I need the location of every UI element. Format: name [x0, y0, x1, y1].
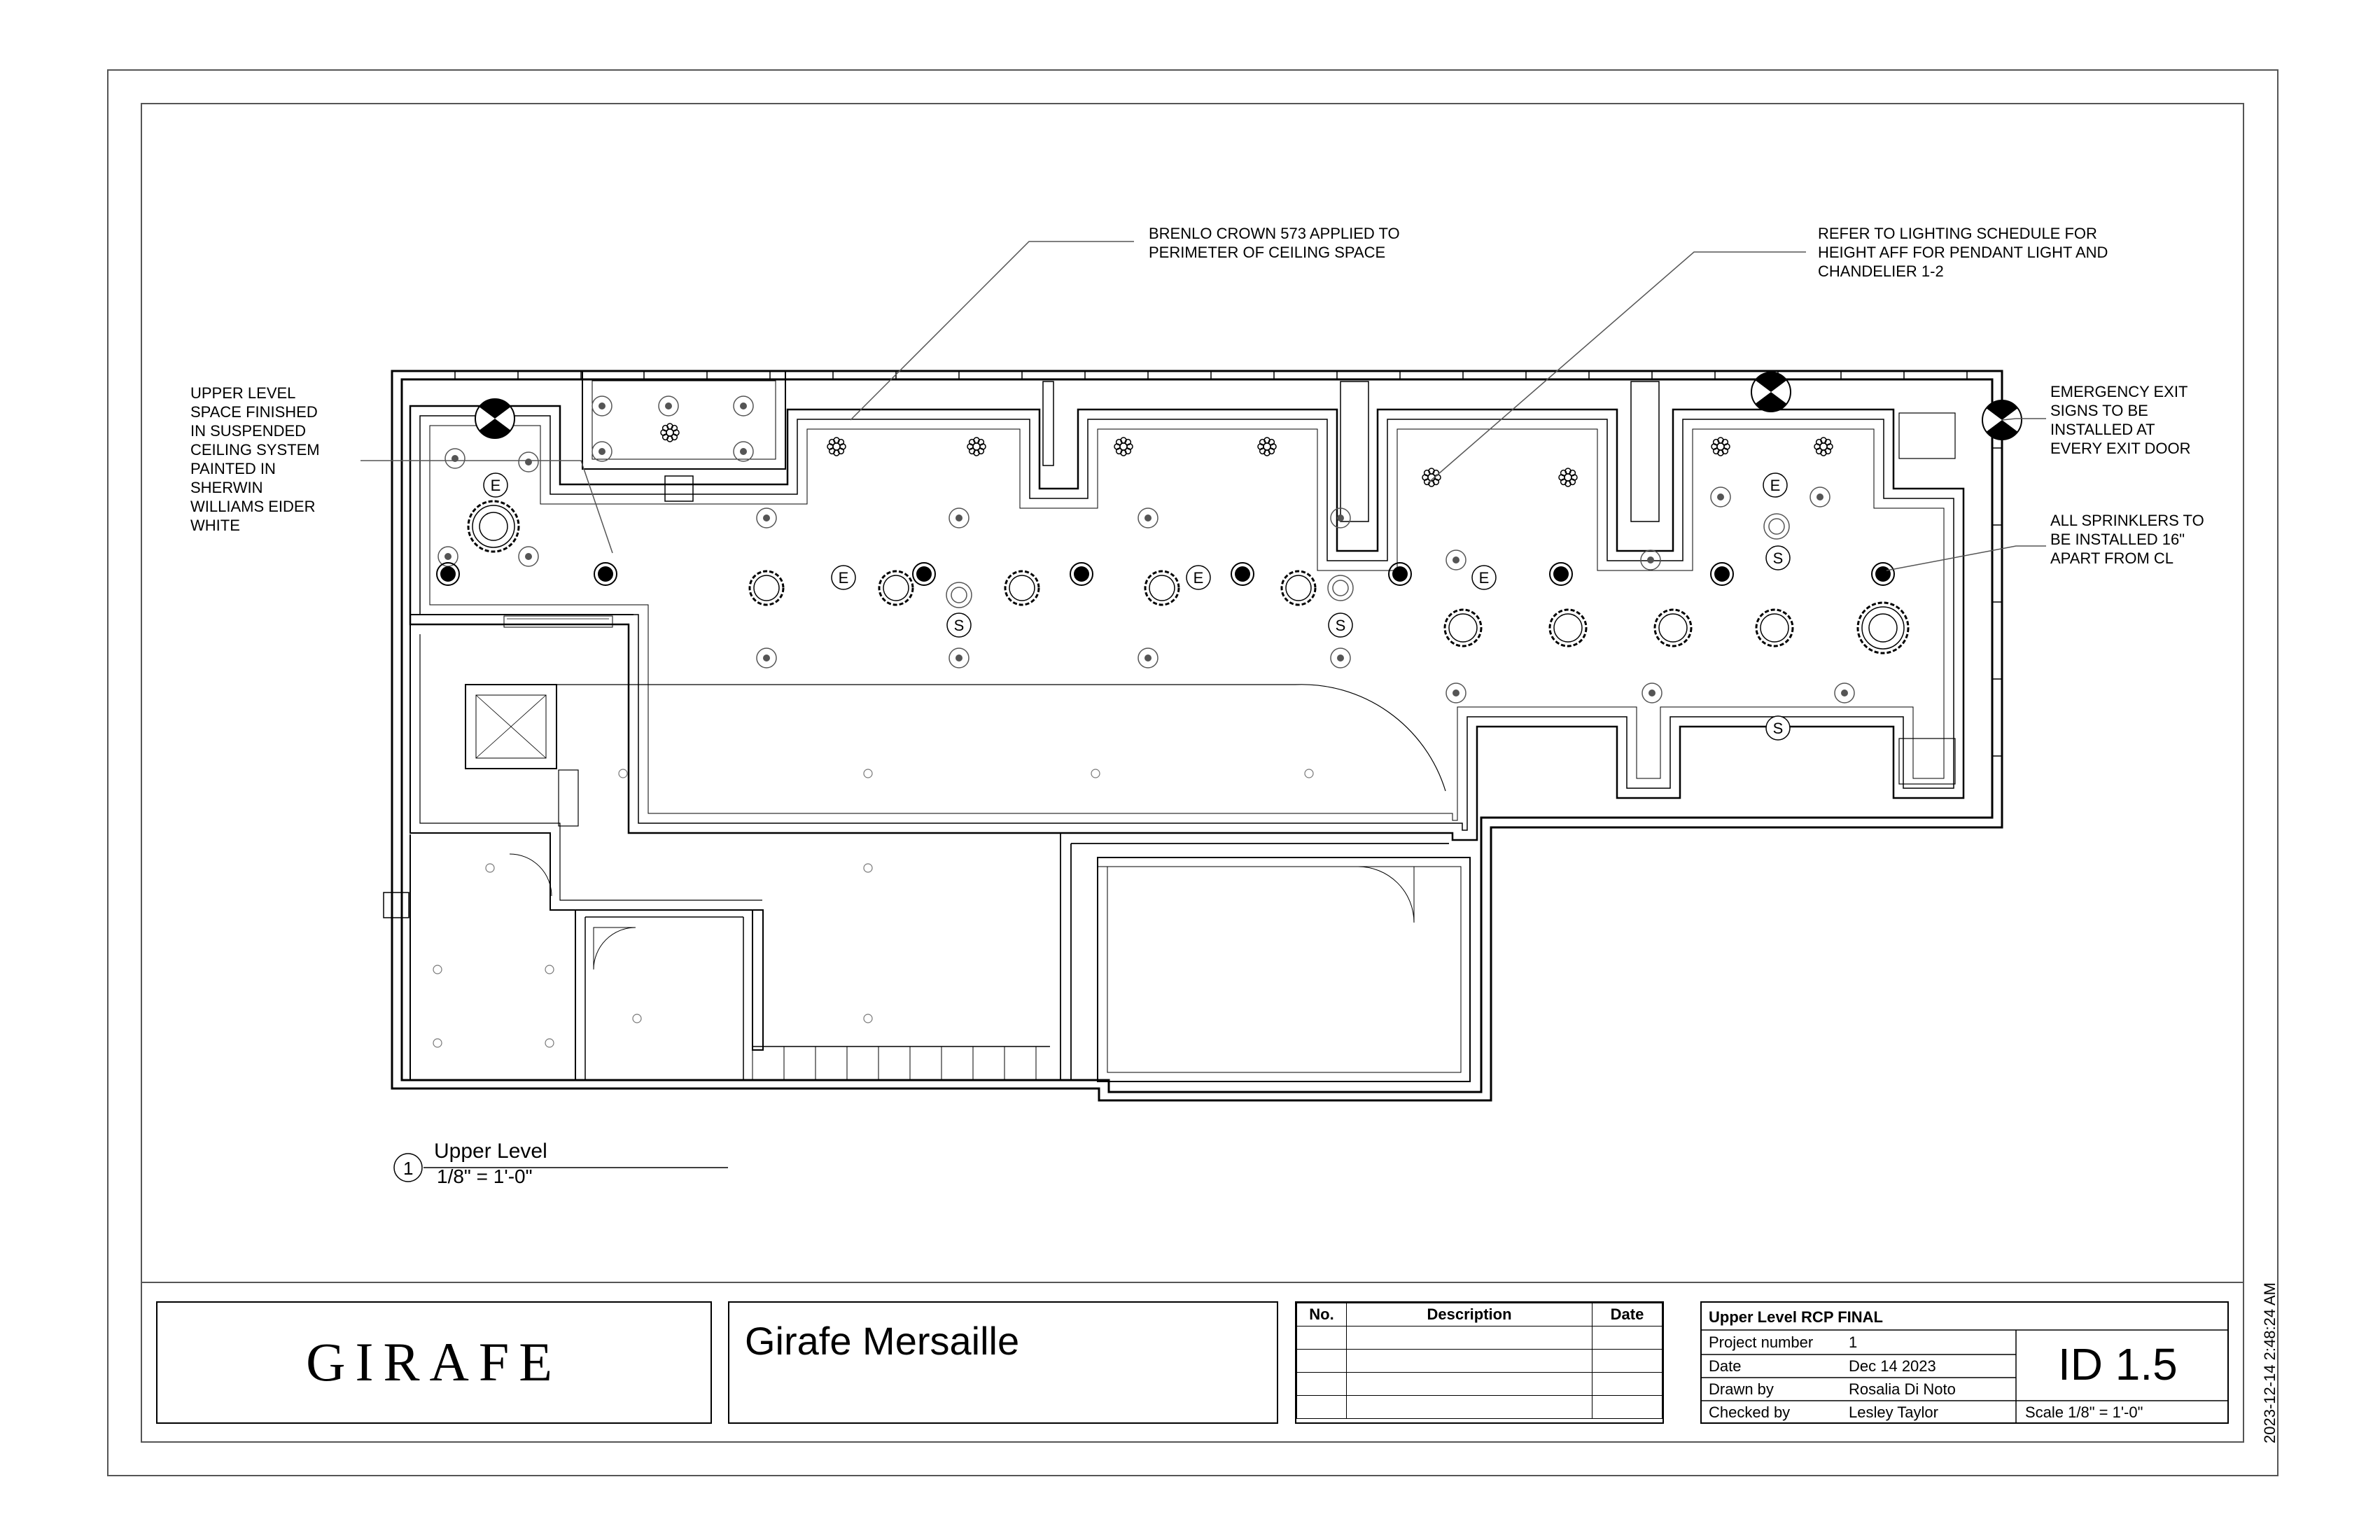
view-scale: 1/8" = 1'-0" — [437, 1166, 533, 1187]
chandelier-inner — [1449, 614, 1477, 642]
view-name: Upper Level — [434, 1140, 547, 1163]
chandelier — [1655, 610, 1691, 646]
symbol-marker-label: S — [953, 617, 965, 634]
flower-pendant — [666, 429, 673, 436]
flower-pendant — [1564, 474, 1572, 481]
ceiling-point — [545, 1039, 554, 1047]
chandelier-inner — [754, 575, 779, 601]
chandelier — [1282, 571, 1315, 605]
symbol-marker-label: E — [1770, 477, 1781, 494]
chandelier-inner — [883, 575, 909, 601]
chandelier — [1005, 571, 1039, 605]
chandelier-inner — [1554, 614, 1582, 642]
note-exit-signs: EMERGENCY EXIT SIGNS TO BE INSTALLED AT EVERY EXIT DOOR — [2050, 383, 2191, 457]
note-lighting-schedule: REFER TO LIGHTING SCHEDULE FOR HEIGHT AFF FOR PENDANT LIGHT AND CHANDELIER 1-2 — [1818, 225, 2108, 280]
chandelier — [1550, 610, 1586, 646]
sprinkler-head-inner — [951, 587, 967, 603]
chandelier-inner — [1862, 607, 1904, 649]
downlight-dot — [1841, 690, 1848, 696]
downlight-dot — [763, 654, 770, 662]
value-checked-by: Lesley Taylor — [1849, 1404, 1938, 1421]
flower-pendant — [833, 443, 840, 450]
rev-col-no: No. — [1297, 1303, 1347, 1326]
downlight-dot — [1647, 556, 1654, 564]
sprinkler-head — [946, 582, 972, 608]
downlight-dot — [598, 448, 606, 455]
ceiling-point — [545, 965, 554, 974]
flower-pendant — [1264, 443, 1270, 450]
downlight-dot — [763, 514, 770, 522]
project-name: Girafe Mersaille — [745, 1319, 1020, 1363]
chandelier — [1445, 610, 1481, 646]
ceiling-point — [433, 965, 442, 974]
flower-pendant — [1717, 443, 1724, 450]
ceiling-point — [433, 1039, 442, 1047]
value-project-number: 1 — [1849, 1334, 1858, 1351]
rev-col-description: Description — [1347, 1303, 1592, 1326]
downlight-dot — [740, 402, 747, 410]
chandelier-inner — [1286, 575, 1311, 601]
downlight-dot — [740, 448, 747, 455]
sheet-number: ID 1.5 — [2058, 1339, 2178, 1390]
note-upper-level-ceiling: UPPER LEVEL SPACE FINISHED IN SUSPENDED CEILING SYSTEM PAINTED IN SHERWIN WILLIAMS EIDER WHITE — [190, 384, 320, 534]
pendant-light-fill — [1235, 566, 1250, 582]
downlight-dot — [955, 514, 962, 522]
downlight-dot — [1717, 493, 1724, 500]
ceiling-point — [633, 1014, 641, 1023]
ceiling-point — [864, 769, 872, 778]
note-crown: BRENLO CROWN 573 APPLIED TO PERIMETER OF CEILING SPACE — [1149, 225, 1400, 261]
sprinkler-head — [1764, 514, 1789, 539]
flower-pendant — [973, 443, 980, 450]
chandelier — [879, 571, 913, 605]
downlight-dot — [1452, 690, 1460, 696]
label-drawn-by: Drawn by — [1709, 1380, 1774, 1398]
downlight-dot — [1337, 514, 1344, 522]
sprinkler-head-inner — [1769, 519, 1784, 534]
chandelier-inner — [1659, 614, 1687, 642]
sprinkler-head-inner — [1333, 580, 1348, 596]
pendant-light-fill — [598, 566, 613, 582]
downlight-dot — [1452, 556, 1460, 564]
downlight-dot — [665, 402, 672, 410]
symbol-marker-label: E — [1478, 569, 1490, 587]
pendant-light-fill — [1714, 566, 1730, 582]
chandelier — [1145, 571, 1179, 605]
chandelier-inner — [1009, 575, 1035, 601]
downlight-dot — [444, 553, 451, 560]
ceiling-point — [486, 864, 494, 872]
downlight-dot — [955, 654, 962, 662]
chandelier-inner — [1149, 575, 1175, 601]
ceiling-point — [619, 769, 627, 778]
chandelier-inner — [472, 505, 514, 547]
value-date: Dec 14 2023 — [1849, 1357, 1936, 1375]
company-logo: GIRAFE — [306, 1331, 562, 1392]
company-logo-box — [156, 1301, 712, 1424]
symbol-marker-label: E — [1193, 569, 1204, 587]
downlight-dot — [1144, 514, 1152, 522]
downlight-dot — [1648, 690, 1656, 696]
downlight-dot — [1337, 654, 1344, 662]
sprinkler-head — [1328, 575, 1353, 601]
downlight-dot — [598, 402, 606, 410]
value-drawn-by: Rosalia Di Noto — [1849, 1380, 1956, 1398]
downlight-dot — [525, 458, 532, 465]
chandelier-inner — [1760, 614, 1788, 642]
print-timestamp: 2023-12-14 2:48:24 AM — [2261, 1282, 2278, 1443]
chandelier-core — [1869, 614, 1897, 642]
flower-pendant — [1120, 443, 1127, 450]
label-date: Date — [1709, 1357, 1742, 1375]
pendant-light-fill — [1392, 566, 1408, 582]
symbol-marker-label: S — [1772, 720, 1784, 737]
sheet-scale: Scale 1/8" = 1'-0" — [2025, 1404, 2143, 1421]
chandelier — [1858, 603, 1908, 653]
pendant-light-fill — [1074, 566, 1089, 582]
note-sprinklers: ALL SPRINKLERS TO BE INSTALLED 16" APART FROM CL — [2050, 512, 2204, 567]
view-number: 1 — [403, 1158, 414, 1179]
chandelier — [750, 571, 783, 605]
symbol-marker-label: E — [490, 477, 501, 494]
ceiling-fixtures — [433, 372, 2022, 1047]
floor-plan — [384, 371, 2002, 1100]
label-project-number: Project number — [1709, 1334, 1814, 1351]
ceiling-point — [864, 1014, 872, 1023]
ceiling-point — [864, 864, 872, 872]
pendant-light-fill — [440, 566, 456, 582]
project-name-box — [728, 1301, 1278, 1424]
revision-table — [1295, 1301, 1664, 1424]
symbol-marker-label: S — [1772, 550, 1784, 567]
pendant-light-fill — [1875, 566, 1891, 582]
symbol-marker-label: S — [1335, 617, 1346, 634]
ceiling-point — [1091, 769, 1100, 778]
sheet-title: Upper Level RCP FINAL — [1709, 1308, 1883, 1326]
ceiling-point — [1305, 769, 1313, 778]
flower-pendant — [1820, 443, 1827, 450]
chandelier — [1756, 610, 1793, 646]
downlight-dot — [1144, 654, 1152, 662]
pendant-light-fill — [1553, 566, 1569, 582]
symbol-marker-label: E — [838, 569, 849, 587]
downlight-dot — [1816, 493, 1823, 500]
rev-col-date: Date — [1592, 1303, 1662, 1326]
chandelier-core — [479, 512, 507, 540]
chandelier — [468, 501, 519, 552]
pendant-light-fill — [916, 566, 932, 582]
label-checked-by: Checked by — [1709, 1404, 1791, 1421]
downlight-dot — [525, 553, 532, 560]
